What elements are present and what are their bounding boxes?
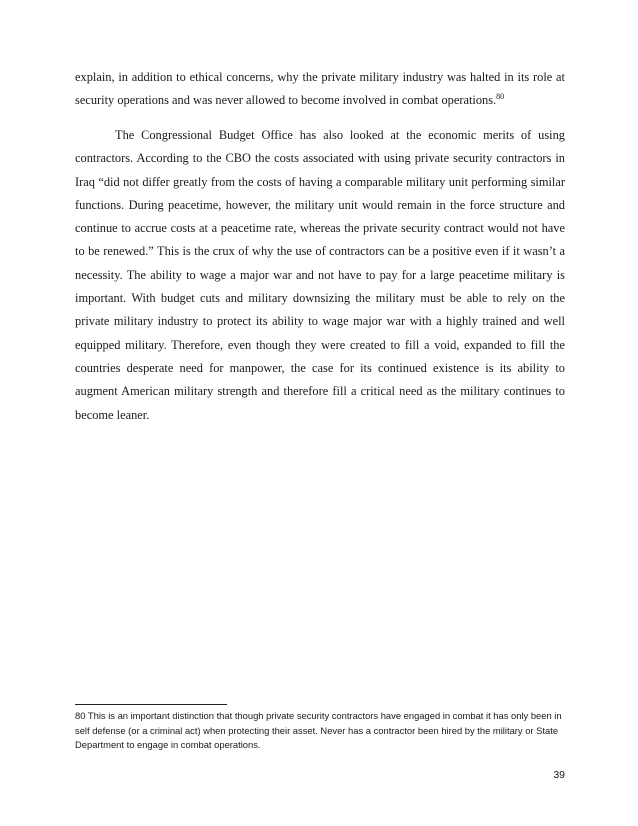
paragraph-continuation <box>75 66 565 113</box>
footnote-reference: 80 <box>496 92 505 102</box>
page-number: 39 <box>553 769 565 781</box>
footnote-number: 80 <box>75 710 86 721</box>
footnote <box>75 709 565 753</box>
paragraph-cbo-costs: The Congressional Budget Office has also looked at the economic merits of using contractors. According to the CBO the costs associated with using private security contractors in Iraq “did not differ greatly from the costs of having a comparable military unit performing similar functions. During peacetime, however, the military unit would remain in the force structure and continue to accrue costs at a peacetime rate, whereas the private security contract would not have to be renewed.” This is the crux of why the use of contractors can be a positive even if it wasn’t a necessity. The ability to wage a major war and not have to pay for a large peacetime military is important. With budget cuts and military downsizing the military must be able to rely on the private military industry to protect its ability to wage major war with a highly trained and well equipped military. Therefore, even though they were created to fill a void, expanded to fill the countries desperate need for manpower, the case for its continued existence is its ability to augment American military strength and therefore fill a critical need as the military continues to become leaner. <box>75 128 565 422</box>
paragraph-1-text: explain, in addition to ethical concerns, why the private military industry was halted in its role at security operations and was never allowed to become involved in combat operations. <box>75 70 565 108</box>
footnote-text: This is an important distinction that though private security contractors have engaged in combat it has only been in self defense (or a criminal act) when protecting their asset. Never has a contractor been hired by the military or State Department to engage in combat operations. <box>75 710 562 751</box>
footnote-separator <box>75 704 227 705</box>
